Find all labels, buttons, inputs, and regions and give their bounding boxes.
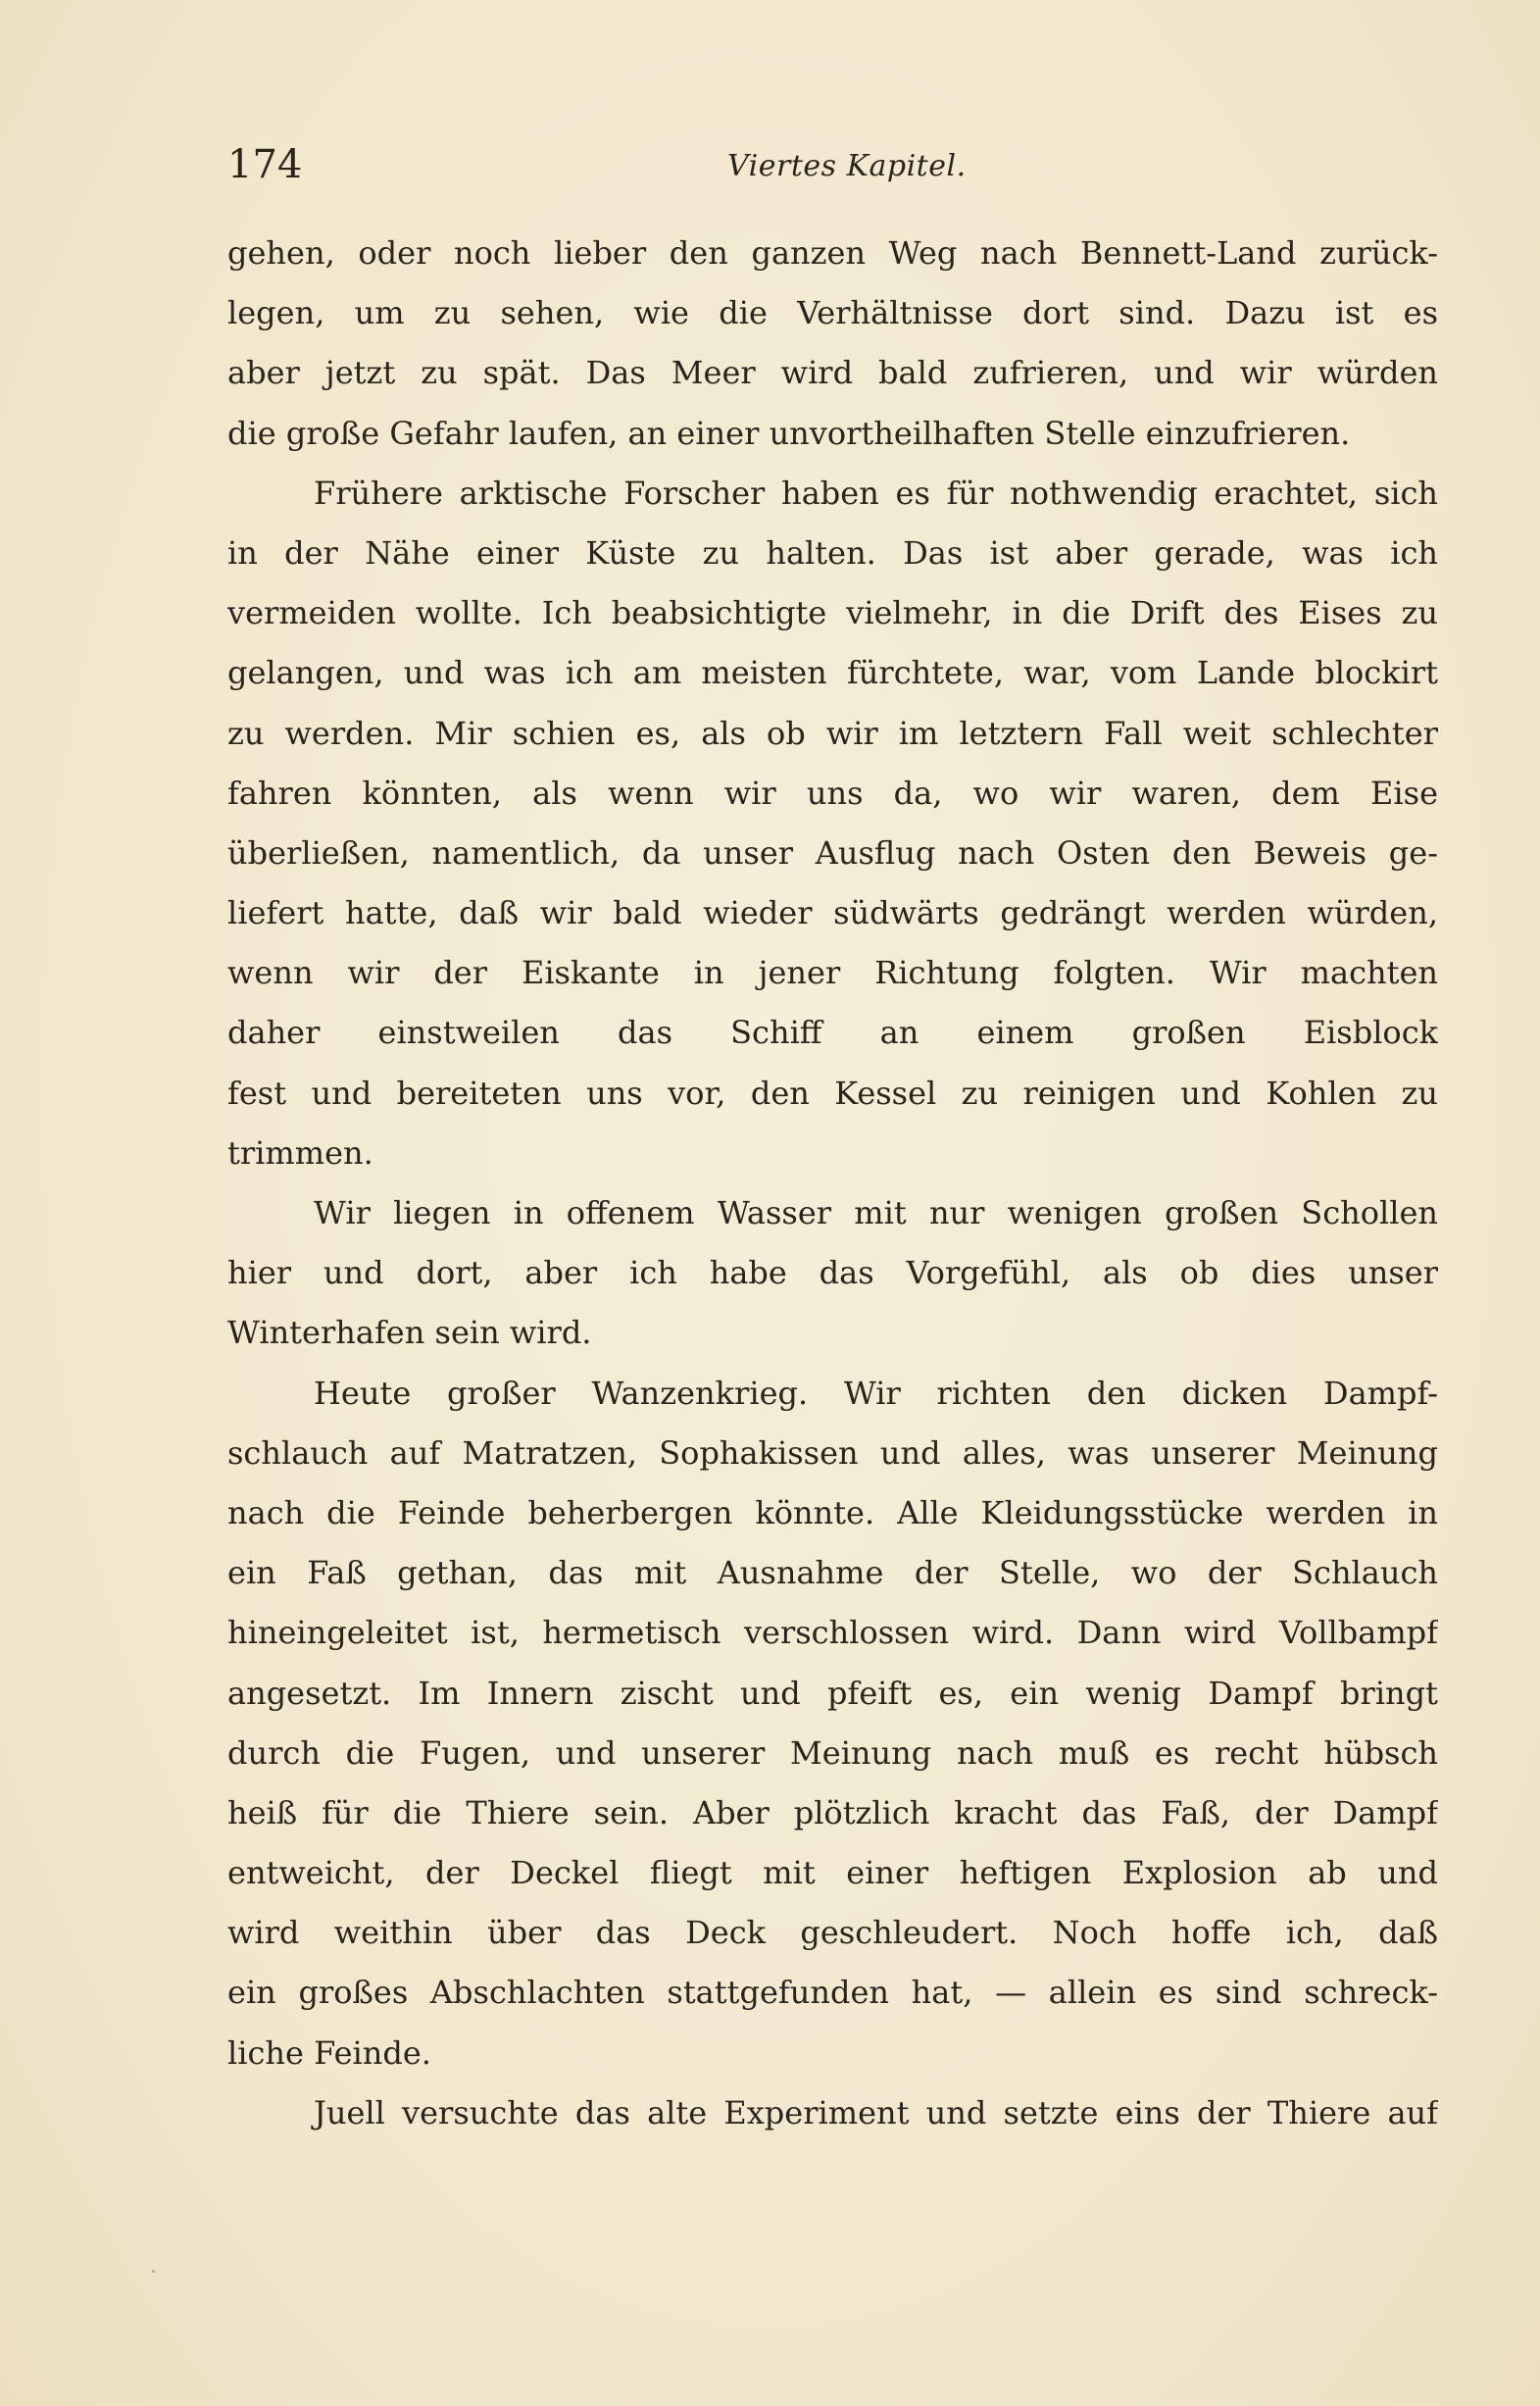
text-line: liefert hatte, daß wir bald wieder südwärts gedrängt werden würden, [227,894,1438,932]
text-line: wird weithin über das Deck geschleudert. Noch hoffe ich, daß [227,1914,1438,1952]
page-number: 174 [227,142,303,187]
text-line: heiß für die Thiere sein. Aber plötzlich kracht das Faß, der Dampf [227,1793,1438,1831]
text-line: trimmen. [227,1133,373,1172]
page-header [227,135,1443,194]
text-line: fahren könnten, als wenn wir uns da, wo wir waren, dem Eise [227,774,1438,812]
text-line: nach die Feinde beherbergen könnte. Alle Kleidungsstücke werden in [227,1493,1438,1531]
text-line: Juell versuchte das alte Experiment und setzte eins der Thiere auf [314,2093,1438,2131]
text-line: Heute großer Wanzenkrieg. Wir richten den dicken Dampf- [314,1374,1438,1412]
text-line: gehen, oder noch lieber den ganzen Weg nach Bennett-Land zurück- [227,234,1438,272]
running-head: Viertes Kapitel. [727,149,967,183]
paper-speck [152,2270,155,2273]
text-line: hineingeleitet ist, hermetisch verschlossen wird. Dann wird Vollbampf [227,1614,1438,1652]
text-line: angesetzt. Im Innern zischt und pfeift es, ein wenig Dampf bringt [227,1674,1438,1712]
text-line: die große Gefahr laufen, an einer unvortheilhaften Stelle einzufrieren. [227,414,1351,452]
text-line: vermeiden wollte. Ich beabsichtigte vielmehr, in die Drift des Eises zu [227,594,1438,632]
text-line: ein Faß gethan, das mit Ausnahme der Stelle, wo der Schlauch [227,1554,1438,1592]
text-line: in der Nähe einer Küste zu halten. Das ist aber gerade, was ich [227,533,1438,572]
text-line: wenn wir der Eiskante in jener Richtung folgten. Wir machten [227,954,1438,992]
text-line: ein großes Abschlachten stattgefunden hat, — allein es sind schreck- [227,1974,1438,2012]
text-line: gelangen, und was ich am meisten fürchtete, war, vom Lande blockirt [227,654,1438,692]
text-line: liche Feinde. [227,2033,431,2072]
text-line: Winterhafen sein wird. [227,1314,592,1352]
text-line: entweicht, der Deckel fliegt mit einer heftigen Explosion ab und [227,1854,1438,1892]
text-line: aber jetzt zu spät. Das Meer wird bald zufrieren, und wir würden [227,354,1438,392]
text-line: fest und bereiteten uns vor, den Kessel zu reinigen und Kohlen zu [227,1074,1438,1112]
text-line: durch die Fugen, und unserer Meinung nach muß es recht hübsch [227,1733,1438,1772]
text-line: überließen, namentlich, da unser Ausflug nach Osten den Beweis ge- [227,833,1438,872]
text-line: schlauch auf Matratzen, Sophakissen und alles, was unserer Meinung [227,1433,1438,1472]
text-line: daher einstweilen das Schiff an einem großen Eisblock [227,1014,1438,1052]
text-line: zu werden. Mir schien es, als ob wir im letztern Fall weit schlechter [227,714,1438,752]
text-line: legen, um zu sehen, wie die Verhältnisse dort sind. Dazu ist es [227,294,1438,332]
text-line: hier und dort, aber ich habe das Vorgefühl, als ob dies unser [227,1254,1438,1292]
text-line: Frühere arktische Forscher haben es für nothwendig erachtet, sich [314,474,1438,512]
text-line: Wir liegen in offenem Wasser mit nur wenigen großen Schollen [314,1194,1438,1231]
body-text [227,224,1438,2143]
